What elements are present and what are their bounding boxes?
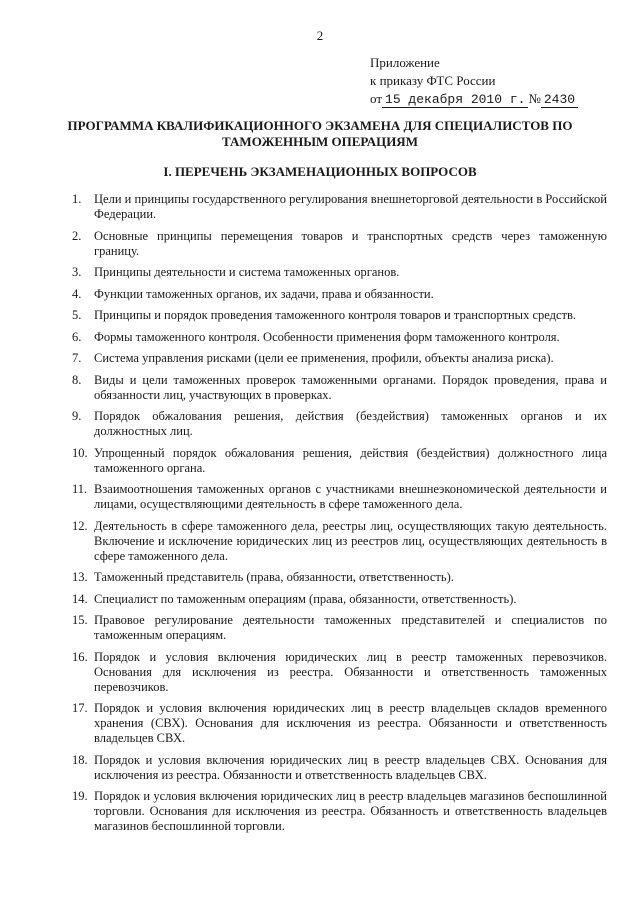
order-date-line bbox=[370, 90, 578, 109]
order-date: 15 декабря 2010 г. bbox=[382, 92, 528, 108]
question-number: 9. bbox=[72, 409, 82, 423]
question-text: Виды и цели таможенных проверок таможенными органами. Порядок проведения, права и обязанности лиц, участвующих в проверках. bbox=[94, 372, 607, 402]
question-number: 14. bbox=[72, 591, 88, 606]
question-text: Функции таможенных органов, их задачи, права и обязанности. bbox=[94, 286, 434, 301]
list-item bbox=[72, 351, 607, 366]
number-prefix: № bbox=[528, 91, 541, 106]
question-text: Основные принципы перемещения товаров и транспортных средств через таможенную границу. bbox=[94, 228, 607, 258]
list-item bbox=[72, 753, 607, 783]
question-text: Деятельность в сфере таможенного дела, реестры лиц, осуществляющих такую деятельность. Включение и исключение юридических лиц из реестров лиц, осуществляющих деятельность в сфере таможенного дела. bbox=[94, 518, 607, 563]
document-title: ПРОГРАММА КВАЛИФИКАЦИОННОГО ЭКЗАМЕНА ДЛЯ СПЕЦИАЛИСТОВ ПО ТАМОЖЕННЫМ ОПЕРАЦИЯМ bbox=[67, 118, 573, 149]
list-item bbox=[72, 192, 607, 222]
list-item bbox=[72, 308, 607, 323]
question-number: 19. bbox=[72, 789, 88, 803]
list-item bbox=[72, 229, 607, 259]
question-number: 8. bbox=[72, 372, 82, 387]
list-item bbox=[72, 330, 607, 345]
question-number: 6. bbox=[72, 329, 82, 344]
question-number: 13. bbox=[72, 570, 88, 584]
list-item bbox=[72, 570, 607, 585]
question-text: Порядок и условия включения юридических лиц в реестр владельцев складов временного хранения (СВХ). Основания для исключения из реестра. Обязанности и ответственность владельцев СВХ. bbox=[94, 701, 607, 745]
section-title: I. ПЕРЕЧЕНЬ ЭКЗАМЕНАЦИОННЫХ ВОПРОСОВ bbox=[163, 164, 477, 179]
question-text: Принципы и порядок проведения таможенного контроля товаров и транспортных средств. bbox=[94, 308, 577, 322]
page-number: 2 bbox=[316, 28, 324, 43]
question-text: Система управления рисками (цели ее применения, профили, объекты анализа риска). bbox=[94, 351, 554, 365]
question-text: Цели и принципы государственного регулирования внешнеторговой деятельности в Российской Федерации. bbox=[94, 192, 607, 221]
question-number: 7. bbox=[72, 351, 82, 365]
question-number: 3. bbox=[72, 265, 82, 279]
list-item bbox=[72, 373, 607, 403]
list-item bbox=[72, 409, 607, 439]
question-text: Порядок и условия включения юридических лиц в реестр владельцев СВХ. Основания для исключения из реестра. Обязанности и ответственность владельцев СВХ. bbox=[94, 752, 607, 782]
question-text: Упрощенный порядок обжалования решения, действия (бездействия) должностного лица таможенного органа. bbox=[94, 445, 607, 475]
question-number: 2. bbox=[72, 228, 82, 243]
question-text: Порядок обжалования решения, действия (бездействия) таможенных органов и их должностных лиц. bbox=[94, 409, 607, 438]
question-text: Порядок и условия включения юридических лиц в реестр владельцев магазинов беспошлинной торговли. Основания для исключения из реестра. Обязанность и ответственность владельцев магазинов беспошлинной торговли. bbox=[94, 789, 607, 833]
question-number: 15. bbox=[72, 613, 88, 627]
list-item bbox=[72, 482, 607, 512]
appendix-block bbox=[370, 54, 578, 109]
list-item bbox=[72, 446, 607, 476]
question-list bbox=[72, 192, 607, 841]
list-item bbox=[72, 287, 607, 302]
question-text: Таможенный представитель (права, обязанности, ответственность). bbox=[94, 570, 454, 584]
question-number: 16. bbox=[72, 649, 88, 664]
question-text: Формы таможенного контроля. Особенности применения форм таможенного контроля. bbox=[94, 329, 560, 344]
question-text: Специалист по таможенным операциям (права, обязанности, ответственность). bbox=[94, 591, 517, 606]
list-item bbox=[72, 592, 607, 607]
question-number: 10. bbox=[72, 445, 88, 460]
list-item bbox=[72, 789, 607, 834]
question-text: Порядок и условия включения юридических лиц в реестр таможенных перевозчиков. Основания для исключения из реестра. Обязанности и ответственность таможенных перевозчиков. bbox=[94, 649, 607, 694]
list-item bbox=[72, 519, 607, 564]
question-text: Принципы деятельности и система таможенных органов. bbox=[94, 265, 400, 279]
list-item bbox=[72, 650, 607, 695]
question-number: 1. bbox=[72, 192, 82, 206]
question-number: 18. bbox=[72, 752, 88, 767]
question-number: 11. bbox=[72, 482, 88, 496]
question-number: 17. bbox=[72, 701, 88, 715]
appendix-order-reference: к приказу ФТС России bbox=[370, 73, 496, 88]
question-text: Правовое регулирование деятельности таможенных представителей и специалистов по таможенным операциям. bbox=[94, 613, 607, 642]
question-text: Взаимоотношения таможенных органов с участниками внешнеэкономической деятельности и лицами, осуществляющими деятельность в сфере таможенного дела. bbox=[94, 482, 607, 511]
list-item bbox=[72, 265, 607, 280]
question-number: 5. bbox=[72, 308, 82, 322]
order-number: 2430 bbox=[541, 92, 578, 108]
list-item bbox=[72, 613, 607, 643]
appendix-label: Приложение bbox=[370, 55, 440, 70]
date-prefix: от bbox=[370, 91, 383, 106]
question-number: 4. bbox=[72, 286, 82, 301]
list-item bbox=[72, 701, 607, 746]
question-number: 12. bbox=[72, 518, 88, 533]
